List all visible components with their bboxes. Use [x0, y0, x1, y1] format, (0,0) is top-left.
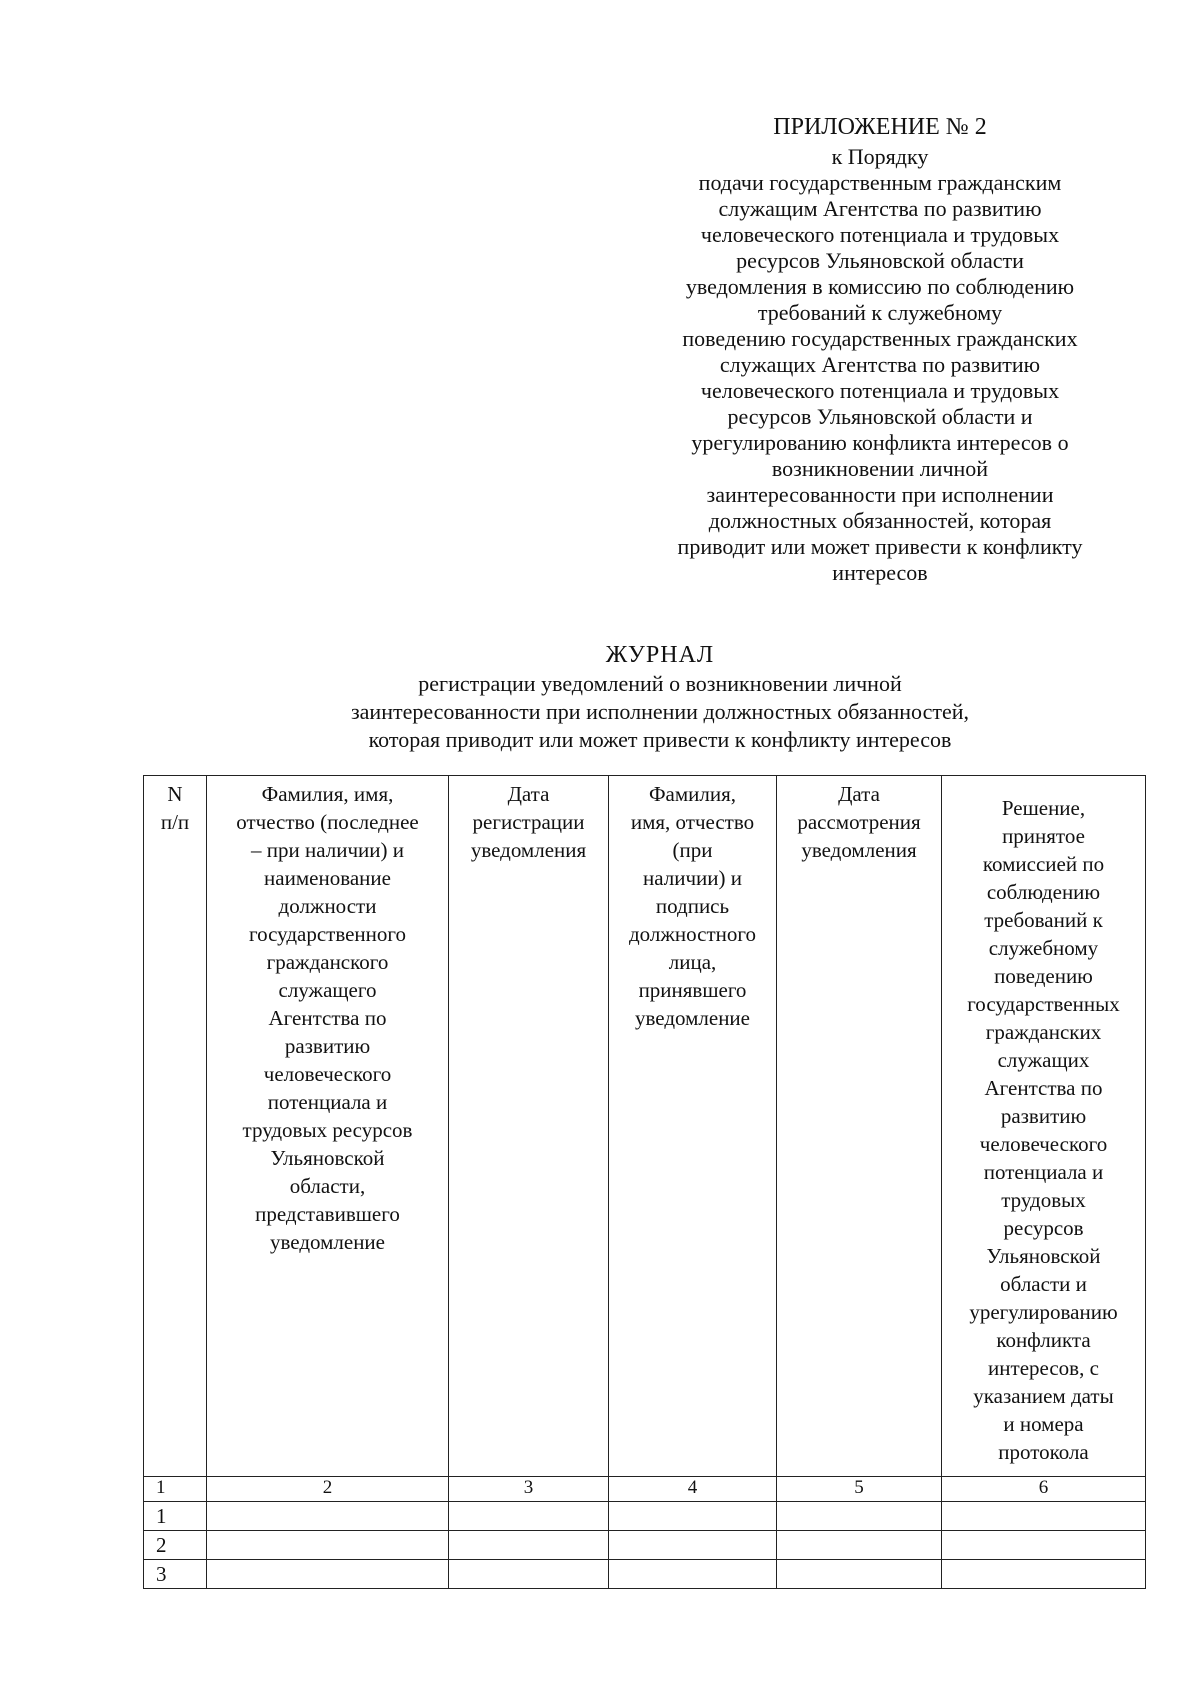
table-row: [144, 1560, 1146, 1589]
header-text: Ульяновской: [270, 1146, 385, 1170]
header-text: комиссией по: [982, 852, 1105, 876]
register-table: [143, 775, 1146, 1589]
header-text: лица,: [668, 950, 717, 974]
header-text: гражданских: [985, 1020, 1102, 1044]
appendix-line: ресурсов Ульяновской области: [736, 248, 1024, 273]
header-text: уведомление: [634, 1006, 750, 1030]
header-text: наличии) и: [643, 866, 742, 890]
appendix-line: должностных обязанностей, которая: [708, 508, 1052, 533]
header-text: области,: [289, 1174, 366, 1198]
appendix-title: ПРИЛОЖЕНИЕ № 2: [773, 114, 987, 140]
table-cell: [207, 1502, 449, 1531]
appendix-block: [650, 112, 1110, 586]
appendix-line: человеческого потенциала и трудовых: [700, 222, 1060, 247]
appendix-line: подачи государственным гражданским: [698, 170, 1062, 195]
header-text: трудовых ресурсов: [242, 1118, 413, 1142]
header-text: протокола: [998, 1440, 1089, 1464]
header-text: п/п: [160, 810, 190, 834]
appendix-line: интересов: [832, 560, 928, 585]
header-text: развитию: [284, 1034, 371, 1058]
header-text: рассмотрения: [797, 810, 921, 834]
row-number: 2: [144, 1531, 207, 1560]
header-text: уведомления: [801, 838, 917, 862]
header-text: поведению: [994, 964, 1093, 988]
header-text: Агентства по: [984, 1076, 1103, 1100]
appendix-line: возникновении личной: [771, 456, 989, 481]
header-text: человеческого: [263, 1062, 392, 1086]
header-text: трудовых: [1001, 1188, 1086, 1212]
header-text: – при наличии) и: [251, 838, 404, 862]
appendix-line: поведению государственных гражданских: [682, 326, 1078, 351]
journal-title: ЖУРНАЛ: [605, 642, 715, 668]
header-text: регистрации: [472, 810, 585, 834]
header-text: Дата: [507, 782, 550, 806]
appendix-line: ресурсов Ульяновской области и: [727, 404, 1033, 429]
header-text: отчество (последнее: [236, 810, 419, 834]
header-text: принятое: [1002, 824, 1085, 848]
header-text: подпись: [655, 894, 730, 918]
row-number: 1: [144, 1502, 207, 1531]
header-cell-review-date: [777, 776, 942, 1477]
header-text: Решение,: [1001, 796, 1086, 820]
header-cell-registration-date: [449, 776, 609, 1477]
header-text: Фамилия, имя,: [261, 782, 394, 806]
table-cell: [942, 1560, 1146, 1589]
header-text: урегулированию: [969, 1300, 1118, 1324]
column-number: 2: [207, 1477, 449, 1502]
header-text: развитию: [1000, 1104, 1087, 1128]
appendix-line: служащих Агентства по развитию: [719, 352, 1041, 377]
header-text: ресурсов: [1003, 1216, 1084, 1240]
table-cell: [609, 1531, 777, 1560]
header-text: служащих: [997, 1048, 1090, 1072]
table-cell: [449, 1560, 609, 1589]
header-text: уведомление: [269, 1230, 385, 1254]
header-text: уведомления: [470, 838, 587, 862]
table-cell: [777, 1531, 942, 1560]
journal-heading: [280, 640, 1040, 754]
header-text: гражданского: [266, 950, 389, 974]
column-number: 1: [144, 1477, 207, 1502]
header-text: должностного: [629, 922, 756, 946]
table-cell: [449, 1502, 609, 1531]
table-cell: [207, 1560, 449, 1589]
header-text: служащего: [278, 978, 377, 1002]
appendix-line: к Порядку: [831, 144, 929, 169]
appendix-line: служащим Агентства по развитию: [718, 196, 1042, 221]
table-cell: [609, 1560, 777, 1589]
header-text: соблюдению: [986, 880, 1101, 904]
header-text: принявшего: [638, 978, 747, 1002]
appendix-line: заинтересованности при исполнении: [706, 482, 1054, 507]
table-cell: [609, 1502, 777, 1531]
table-cell: [777, 1502, 942, 1531]
table-cell: [942, 1531, 1146, 1560]
column-number: 4: [609, 1477, 777, 1502]
journal-subtitle-line: заинтересованности при исполнении должностных обязанностей,: [350, 699, 970, 724]
header-text: представившего: [255, 1202, 400, 1226]
header-text: потенциала и: [983, 1160, 1104, 1184]
header-text: конфликта: [996, 1328, 1091, 1352]
table-cell: [942, 1502, 1146, 1531]
appendix-line: урегулированию конфликта интересов о: [691, 430, 1069, 455]
column-number-row: [144, 1477, 1146, 1502]
column-number: 5: [777, 1477, 942, 1502]
header-text: должности: [278, 894, 377, 918]
header-text: потенциала и: [267, 1090, 388, 1114]
header-text: наименование: [264, 866, 391, 890]
header-cell-receiver: [609, 776, 777, 1477]
journal-subtitle-line: регистрации уведомлений о возникновении личной: [418, 671, 902, 696]
header-text: человеческого: [979, 1132, 1108, 1156]
header-cell-applicant: [207, 776, 449, 1477]
appendix-line: требований к служебному: [757, 300, 1003, 325]
table-row: [144, 1502, 1146, 1531]
header-text: Дата: [838, 782, 880, 806]
table-cell: [777, 1560, 942, 1589]
header-text: требований к: [984, 908, 1103, 932]
header-row: [144, 776, 1146, 1477]
journal-subtitle-line: которая приводит или может привести к конфликту интересов: [368, 727, 952, 752]
header-text: государственных: [967, 992, 1120, 1016]
table-cell: [449, 1531, 609, 1560]
row-number: 3: [144, 1560, 207, 1589]
header-text: области и: [1000, 1272, 1087, 1296]
column-number: 6: [942, 1477, 1146, 1502]
appendix-line: уведомления в комиссию по соблюдению: [685, 274, 1075, 299]
header-text: N: [167, 782, 183, 806]
header-cell-number: [144, 776, 207, 1477]
header-text: Фамилия,: [648, 782, 737, 806]
header-text: указанием даты: [973, 1384, 1114, 1408]
header-cell-decision: [942, 776, 1146, 1477]
appendix-line: человеческого потенциала и трудовых: [700, 378, 1060, 403]
table-cell: [207, 1531, 449, 1560]
column-number: 3: [449, 1477, 609, 1502]
table-row: [144, 1531, 1146, 1560]
header-text: Агентства по: [268, 1006, 387, 1030]
header-text: интересов, с: [988, 1356, 1099, 1380]
header-text: имя, отчество: [630, 810, 755, 834]
header-text: Ульяновской: [986, 1244, 1101, 1268]
header-text: (при: [672, 838, 713, 862]
header-text: государственного: [248, 922, 407, 946]
header-text: служебному: [988, 936, 1099, 960]
header-text: и номера: [1003, 1412, 1084, 1436]
appendix-line: приводит или может привести к конфликту: [677, 534, 1083, 559]
